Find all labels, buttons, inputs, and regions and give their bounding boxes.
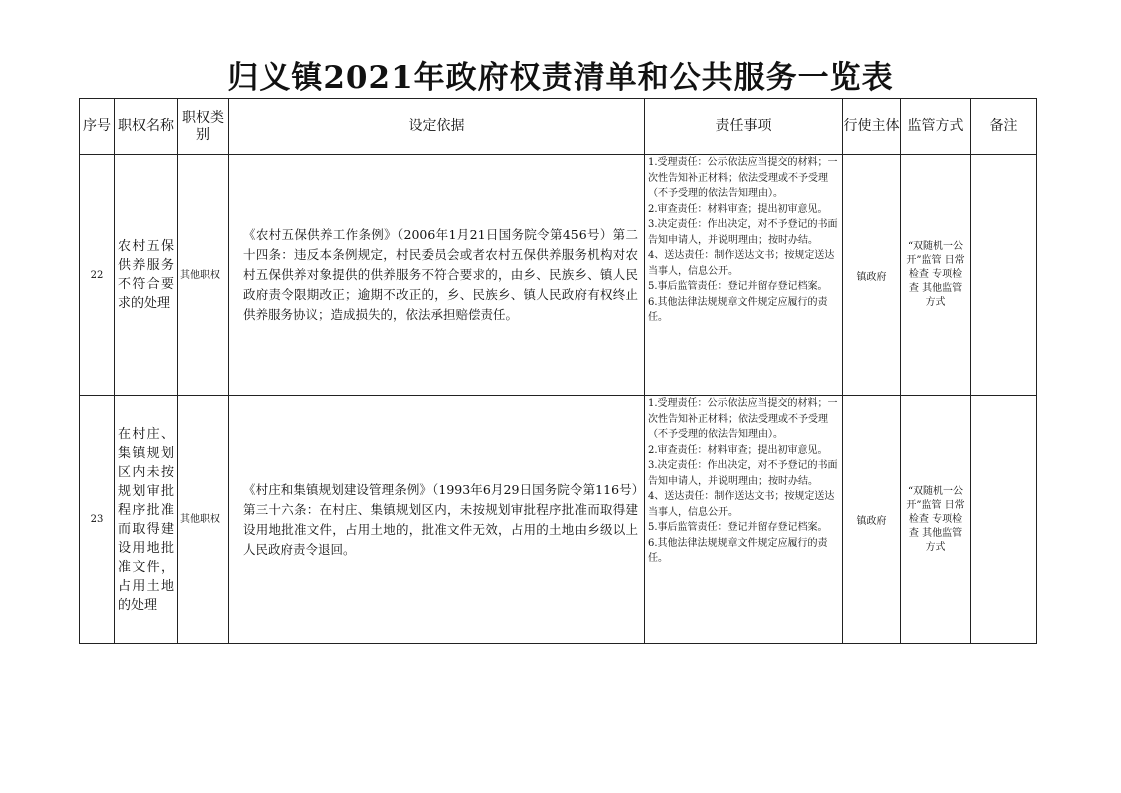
responsibility-item: 5.事后监管责任：登记并留存登记档案。 xyxy=(648,522,828,533)
responsibility-item: 2.审查责任：材料审查；提出初审意见。 xyxy=(648,444,828,456)
power-name: 在村庄、集镇规划区内未按规划审批程序批准而取得建设用地批准文件，占用土地的处理 xyxy=(115,396,178,644)
power-name: 农村五保供养服务不符合要求的处理 xyxy=(115,155,178,396)
executor: 镇政府 xyxy=(843,396,901,644)
responsibility-item: 4、送达责任：制作送达文书；按规定送达当事人，信息公开。 xyxy=(648,250,835,277)
header-responsibility: 责任事项 xyxy=(645,99,843,155)
legal-basis: 《农村五保供养工作条例》（2006年1月21日国务院令第456号）第二十四条：违反本条例规定，村民委员会或者农村五保供养服务机构对农村五保供养对象提供的供养服务不符合要求的，由乡、民族乡、镇人民政府责令限期改正；逾期不改正的，乡、民族乡、镇人民政府有权终止供养服务协议；造成损失的，依法承担赔偿责任。 xyxy=(229,155,645,396)
responsibility-item: 6.其他法律法规规章文件规定应履行的责任。 xyxy=(648,537,828,564)
supervision-method: “双随机一公开”监管 日常检查 专项检查 其他监管方式 xyxy=(901,396,971,644)
responsibility-item: 6.其他法律法规规章文件规定应履行的责任。 xyxy=(648,296,828,323)
header-note: 备注 xyxy=(971,99,1037,155)
note xyxy=(971,396,1037,644)
power-category: 其他职权 xyxy=(178,396,229,644)
table-header-row xyxy=(80,99,1037,155)
responsibility-item: 1.受理责任：公示依法应当提交的材料；一次性告知补正材料；依法受理或不予受理（不予受理的依法告知理由）。 xyxy=(648,398,838,440)
header-basis: 设定依据 xyxy=(229,99,645,155)
responsibility-item: 5.事后监管责任：登记并留存登记档案。 xyxy=(648,281,828,292)
responsibility-item: 4、送达责任：制作送达文书；按规定送达当事人，信息公开。 xyxy=(648,491,835,518)
table-row xyxy=(80,396,1037,644)
row-number: 22 xyxy=(80,155,115,396)
table-row xyxy=(80,155,1037,396)
responsibility-table xyxy=(79,98,1037,644)
note xyxy=(971,155,1037,396)
responsibility-item: 1.受理责任：公示依法应当提交的材料；一次性告知补正材料；依法受理或不予受理（不予受理的依法告知理由）。 xyxy=(648,157,838,199)
responsibility-list xyxy=(645,396,843,644)
document-title: 归义镇2021年政府权责清单和公共服务一览表 xyxy=(227,60,894,96)
power-category: 其他职权 xyxy=(178,155,229,396)
responsibility-item: 3.决定责任：作出决定，对不予登记的书面告知申请人，并说明理由；按时办结。 xyxy=(648,219,838,246)
executor: 镇政府 xyxy=(843,155,901,396)
row-number: 23 xyxy=(80,396,115,644)
header-executor: 行使主体 xyxy=(843,99,901,155)
header-category: 职权类别 xyxy=(178,99,229,155)
legal-basis: 《村庄和集镇规划建设管理条例》（1993年6月29日国务院令第116号）第三十六条：在村庄、集镇规划区内，未按规划审批程序批准而取得建设用地批准文件，占用土地的，批准文件无效，占用的土地由乡级以上人民政府责令退回。 xyxy=(229,396,645,644)
header-name: 职权名称 xyxy=(115,99,178,155)
supervision-method: “双随机一公开”监管 日常检查 专项检查 其他监管方式 xyxy=(901,155,971,396)
responsibility-list xyxy=(645,155,843,396)
header-supervision: 监管方式 xyxy=(901,99,971,155)
responsibility-item: 3.决定责任：作出决定，对不予登记的书面告知申请人，并说明理由；按时办结。 xyxy=(648,460,838,487)
responsibility-item: 2.审查责任：材料审查；提出初审意见。 xyxy=(648,203,828,215)
header-no: 序号 xyxy=(80,99,115,155)
